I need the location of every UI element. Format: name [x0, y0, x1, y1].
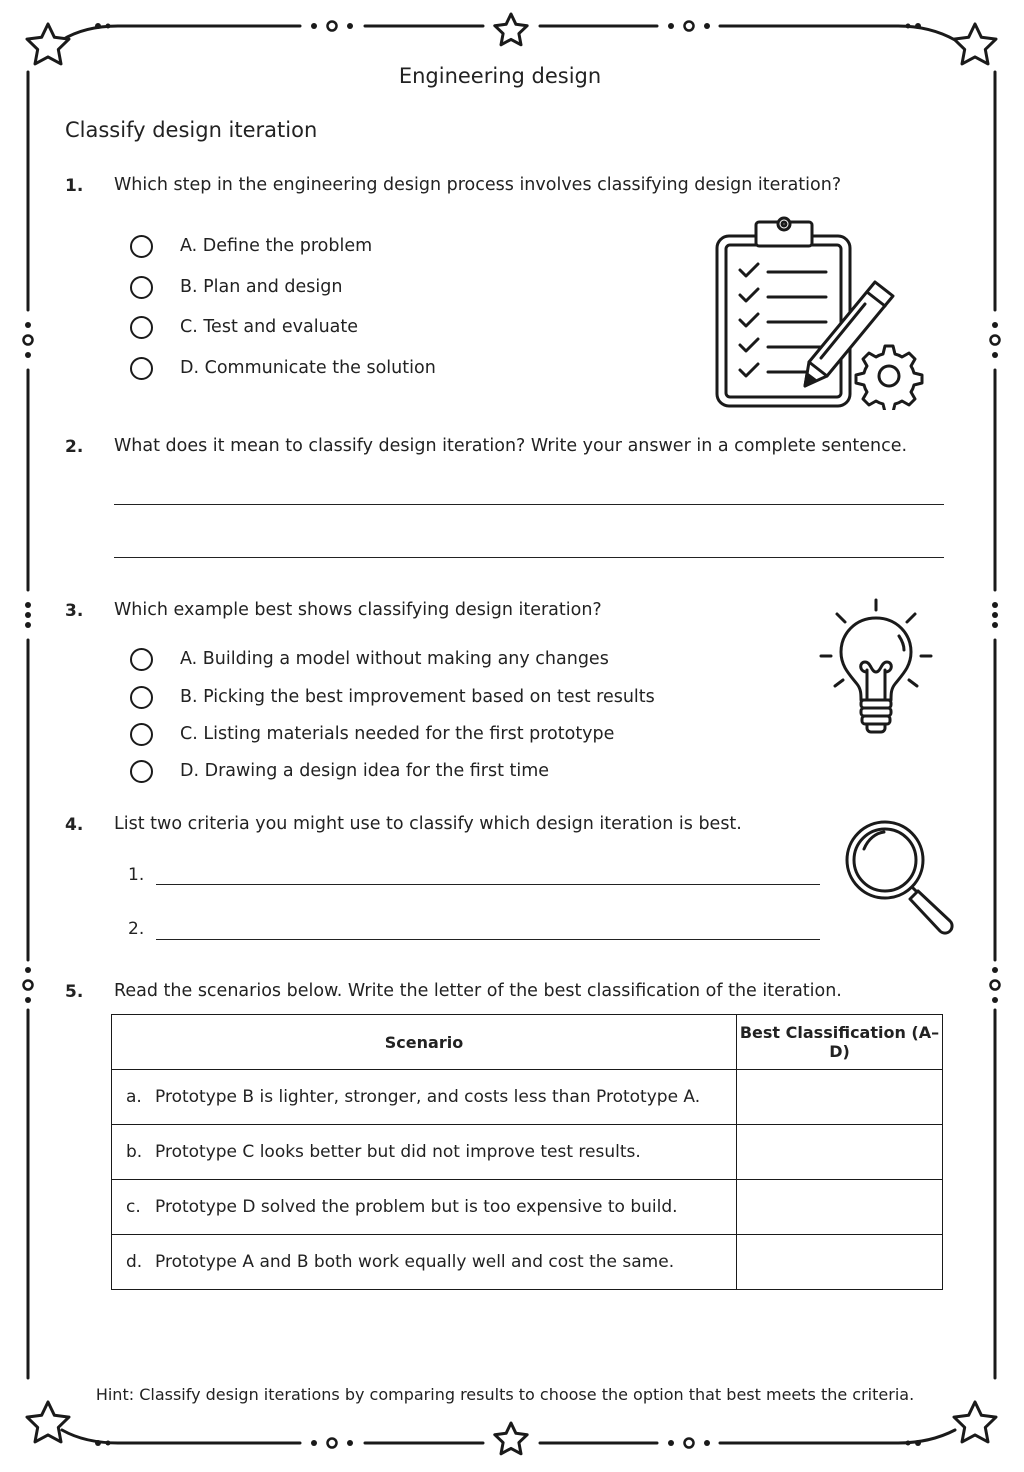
- table-row: [112, 1125, 943, 1180]
- question-number: 1.: [65, 176, 84, 196]
- question-number: 4.: [65, 815, 84, 835]
- star-icon: [495, 14, 527, 45]
- radio-button[interactable]: [130, 686, 153, 709]
- question-text: List two criteria you might use to classify which design iteration is best.: [114, 814, 742, 834]
- answer-option[interactable]: [130, 273, 342, 301]
- answer-option[interactable]: [130, 757, 549, 785]
- option-label: D. Drawing a design idea for the first time: [180, 761, 550, 781]
- option-label: C. Listing materials needed for the first prototype: [180, 724, 615, 744]
- question-text: Read the scenarios below. Write the letter of the best classification of the iteration.: [114, 981, 842, 1001]
- answer-cell[interactable]: [737, 1180, 943, 1235]
- table-row: [112, 1235, 943, 1290]
- radio-button[interactable]: [130, 648, 153, 671]
- radio-button[interactable]: [130, 235, 153, 258]
- answer-line[interactable]: [114, 557, 944, 558]
- star-icon: [954, 24, 996, 64]
- scenario-cell: [112, 1125, 737, 1180]
- scenario-cell: [112, 1235, 737, 1290]
- question-number: 2.: [65, 437, 84, 457]
- lightbulb-icon: [815, 592, 940, 742]
- hint-text: Hint: Classify design iterations by comparing results to choose the option that best meets the criteria.: [95, 1385, 915, 1404]
- blank-number: 1.: [128, 865, 145, 885]
- row-letter: d.: [126, 1252, 143, 1272]
- radio-button[interactable]: [130, 723, 153, 746]
- row-letter: b.: [126, 1142, 143, 1162]
- star-icon: [27, 24, 69, 64]
- table-row: [112, 1180, 943, 1235]
- answer-line[interactable]: [156, 884, 820, 885]
- option-label: C. Test and evaluate: [180, 317, 359, 337]
- column-header-classification: Best Classification (A–D): [737, 1015, 943, 1070]
- answer-cell[interactable]: [737, 1125, 943, 1180]
- row-letter: a.: [126, 1087, 142, 1107]
- answer-option[interactable]: [130, 354, 436, 382]
- row-letter: c.: [126, 1197, 141, 1217]
- question-text: Which step in the engineering design process involves classifying design iteration?: [114, 175, 842, 195]
- scenario-table: [111, 1014, 943, 1290]
- column-header-scenario: Scenario: [112, 1015, 737, 1070]
- page-title: Engineering design: [398, 64, 602, 88]
- scenario-text: Prototype C looks better but did not improve test results.: [155, 1142, 641, 1162]
- option-label: A. Define the problem: [180, 236, 373, 256]
- star-icon: [954, 1402, 996, 1442]
- scenario-text: Prototype A and B both work equally well and cost the same.: [155, 1252, 675, 1272]
- section-title: Classify design iteration: [65, 118, 318, 142]
- question-number: 5.: [65, 982, 84, 1002]
- answer-cell[interactable]: [737, 1070, 943, 1125]
- blank-number: 2.: [128, 919, 145, 939]
- option-label: A. Building a model without making any changes: [180, 649, 609, 669]
- question-number: 3.: [65, 601, 84, 621]
- scenario-cell: [112, 1180, 737, 1235]
- table-header-row: [112, 1015, 943, 1070]
- gear-icon: [854, 340, 924, 410]
- star-icon: [27, 1402, 69, 1442]
- option-label: D. Communicate the solution: [180, 358, 436, 378]
- answer-line[interactable]: [114, 504, 944, 505]
- question-text: Which example best shows classifying design iteration?: [114, 600, 602, 620]
- option-label: B. Picking the best improvement based on test results: [180, 687, 655, 707]
- answer-line[interactable]: [156, 939, 820, 940]
- radio-button[interactable]: [130, 760, 153, 783]
- answer-cell[interactable]: [737, 1235, 943, 1290]
- magnifying-glass-icon: [840, 815, 965, 940]
- answer-option[interactable]: [130, 683, 655, 711]
- answer-option[interactable]: [130, 232, 372, 260]
- option-label: B. Plan and design: [180, 277, 343, 297]
- answer-option[interactable]: [130, 720, 614, 748]
- star-icon: [495, 1423, 527, 1454]
- table-row: [112, 1070, 943, 1125]
- scenario-cell: [112, 1070, 737, 1125]
- answer-option[interactable]: [130, 313, 358, 341]
- answer-option[interactable]: [130, 645, 609, 673]
- radio-button[interactable]: [130, 316, 153, 339]
- scenario-text: Prototype B is lighter, stronger, and costs less than Prototype A.: [155, 1087, 701, 1107]
- scenario-text: Prototype D solved the problem but is too expensive to build.: [155, 1197, 678, 1217]
- radio-button[interactable]: [130, 276, 153, 299]
- question-text: What does it mean to classify design iteration? Write your answer in a complete sentence.: [114, 436, 908, 456]
- radio-button[interactable]: [130, 357, 153, 380]
